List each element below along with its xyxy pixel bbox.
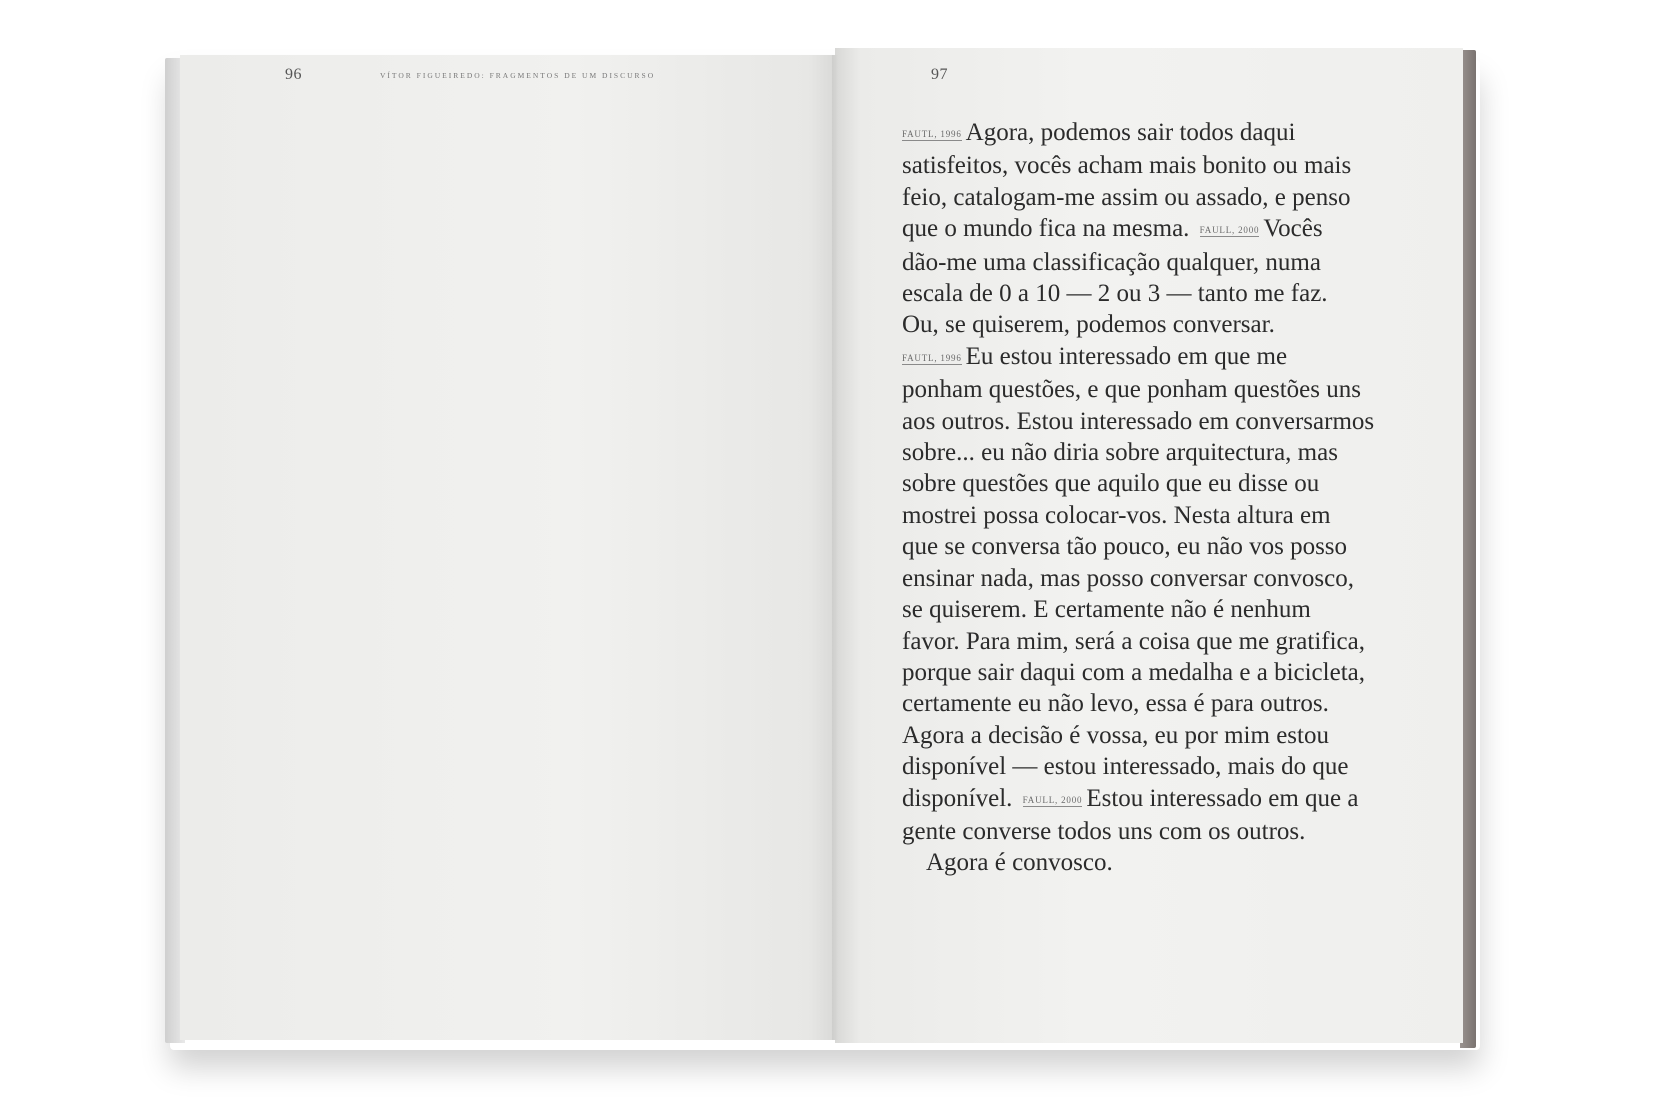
running-head: VÍTOR FIGUEIREDO: FRAGMENTOS DE UM DISCURSO <box>380 71 656 80</box>
source-reference: FAUTL, 1996 <box>902 129 962 139</box>
text-line <box>902 783 1442 816</box>
text-line: gente converse todos uns com os outros. <box>902 817 1306 845</box>
left-page-number: 96 <box>285 66 302 83</box>
text-segment: Estou interessado em que a <box>1086 784 1359 812</box>
text-line: sobre... eu não diria sobre arquitectura, mas <box>902 439 1338 467</box>
text-line: Ou, se quiserem, podemos conversar. <box>902 311 1275 339</box>
text-segment: Vocês <box>1263 215 1323 243</box>
text-line: Agora é convosco. <box>926 849 1113 877</box>
text-line: disponível — estou interessado, mais do que <box>902 753 1349 781</box>
text-line <box>902 213 1442 246</box>
text-line: sobre questões que aquilo que eu disse ou <box>902 470 1320 498</box>
text-line: Agora a decisão é vossa, eu por mim estou <box>902 721 1329 749</box>
left-page <box>180 55 835 1040</box>
text-line: feio, catalogam-me assim ou assado, e penso <box>902 183 1351 211</box>
text-line: mostrei possa colocar-vos. Nesta altura em <box>902 501 1331 529</box>
text-line: escala de 0 a 10 — 2 ou 3 — tanto me faz. <box>902 280 1328 308</box>
right-page-number: 97 <box>931 66 948 83</box>
source-reference: FAUTL, 1996 <box>902 352 962 363</box>
text-line: certamente eu não levo, essa é para outros. <box>902 690 1329 718</box>
text-segment: Agora, podemos sair todos daqui <box>965 119 1296 146</box>
text-segment: disponível. <box>902 784 1013 812</box>
text-line <box>902 117 1442 150</box>
text-segment: que o mundo fica na mesma. <box>902 215 1190 243</box>
book-gutter <box>832 55 838 1040</box>
text-line: favor. Para mim, será a coisa que me gratifica, <box>902 627 1366 655</box>
text-line: satisfeitos, vocês acham mais bonito ou mais <box>902 152 1352 180</box>
text-line: dão-me uma classificação qualquer, numa <box>902 248 1321 276</box>
text-line: que se conversa tão pouco, eu não vos posso <box>902 533 1348 561</box>
text-line: ensinar nada, mas posso conversar convosco, <box>902 564 1354 592</box>
source-reference: FAULL, 2000 <box>1022 794 1083 805</box>
body-text <box>902 117 1442 879</box>
text-line: aos outros. Estou interessado em conversarmos <box>902 407 1375 435</box>
text-segment: Eu estou interessado em que me <box>965 342 1288 370</box>
text-line: porque sair daqui com a medalha e a bicicleta, <box>902 658 1365 686</box>
text-line <box>902 341 1442 374</box>
text-line: ponham questões, e que ponham questões uns <box>902 376 1361 404</box>
text-line: se quiserem. E certamente não é nenhum <box>902 596 1311 624</box>
source-reference: FAULL, 2000 <box>1199 225 1260 236</box>
